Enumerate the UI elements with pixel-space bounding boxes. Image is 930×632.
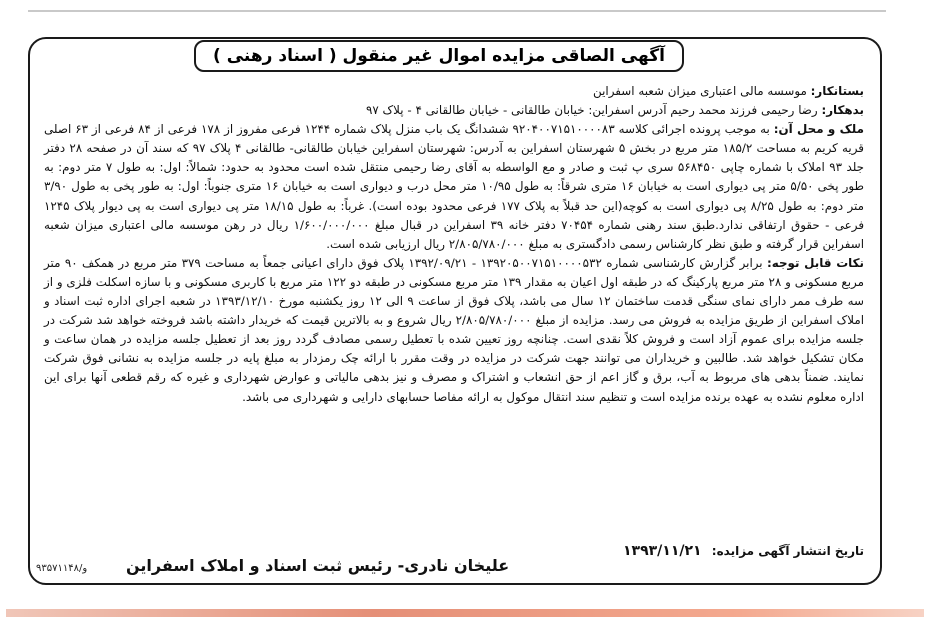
creditor-line bbox=[44, 82, 864, 101]
notes-label: نکات قابل توجه: bbox=[766, 255, 864, 270]
debtor-line bbox=[44, 101, 864, 120]
debtor-value: رضا رحیمی فرزند محمد رحیم آدرس اسفراین: خیابان طالقانی - خیابان طالقانی ۴ - پلاک ۹۷ bbox=[365, 103, 822, 118]
notes-paragraph bbox=[44, 254, 864, 407]
notes-value: برابر گزارش کارشناسی شماره ۱۳۹۲۰۵۰۰۷۱۵۱۰۰۰۰۵۳۲ - ۱۳۹۲/۰۹/۲۱ پلاک فوق دارای اعیانی جمعاً به مساحت ۳۷۹ متر مربع در همکف ۹۰ متر مربع مسکونی و ۲۸ متر مربع پارکینگ که در طبقه اول اعیان به مقدار ۱۳۹ متر مربع مسکونی در طبقه دو ۱۲۲ متر مربع با کاربری مسکونی و با سازه اسکلت فلزی و از سه طرف ممر دارای نمای سنگی قدمت ساختمان ۱۲ سال می باشد، پلاک فوق از ساعت ۹ الی ۱۲ روز یکشنبه مورخ ۱۳۹۳/۱۲/۱۰ در شعبه اجرای اداره ثبت اسناد و املاک اسفراین از طریق مزایده به فروش می رسد. مزایده از مبلغ ۲/۸۰۵/۷۸۰/۰۰۰ ریال شروع و به بالاترین قیمت که خریدار داشته باشد فروخته خواهد شد شرکت در جلسه مزایده برای عموم آزاد است و فروش کلاً نقدی است. چنانچه روز تعیین شده با تعطیل رسمی مصادف گردد روز بعد از تعطیل جلسه مزایده در همان ساعت و مکان تشکیل خواهد شد. طالبین و خریداران می توانند جهت شرکت در مزایده در وقت مقرر با ارائه چک رمزدار به مبلغ پایه در جلسه مزایده به نشانی فوق شرکت نمایند. ضمناً بدهی های مربوط به آب، برق و گاز اعم از حق انشعاب و اشتراک و مصرف و نیز بدهی مالیاتی و عوارض شهرداری و غیره که رقم قطعی آنها برای این اداره معلوم نشده به عهده برنده مزایده است و تنظیم سند انتقال موکول به ارائه مفاصا حسابهای دارایی و شهرداری می باشد. bbox=[44, 255, 864, 404]
notice-title-box bbox=[194, 40, 684, 72]
property-value: به موجب پرونده اجرائی کلاسه ۹۲۰۴۰۰۷۱۵۱۰۰۰۰۸۳ ششدانگ یک باب منزل پلاک شماره ۱۲۴۴ فرعی مفروز از ۱۷۸ فرعی از ۸۴ فرعی از ۶۳ اصلی قریه کریم به مساحت ۱۸۵/۲ متر مربع در بخش ۵ شهرستان اسفراین به آدرس: شهرستان اسفراین خیابان طالقانی- طالقانی ۴ پلاک ۹۷ که سند آن در صفحه ۲۸ دفتر جلد ۹۳ املاک با شماره چاپی ۵۶۸۴۵۰ سری پ ثبت و صادر و مع الواسطه به آقای رضا رحیمی منتقل شده است محدود به حدود: شمالاً: اول: به طول ۷ متر دوم: به طور پخی ۵/۵۰ متر پی دیواری است به خیابان ۱۶ متری شرقاً: به طول ۱۰/۹۵ متر محل درب و دیواری است به خیابان ۱۶ متری جنوباً: اول: به طور پخی به طول ۳/۹۰ متر دوم: به طول ۸/۲۵ پی دیواری است به کوچه(این حد قبلاً به پلاک ۱۷۷ فرعی محدود بوده است). غرباً: به طول ۱۸/۱۵ متر پی دیواری است به پی دیوار پلاک ۱۲۴۵ فرعی - حقوق ارتفاقی ندارد.طبق سند رهنی شماره ۷۰۴۵۴ دفتر خانه ۳۹ اسفراین در قبال مبلغ ۱/۶۰۰/۰۰۰/۰۰۰ ریال در رهن موسسه مالی اعتباری میزان شعبه اسفراین قرار گرفته و طبق نظر کارشناس رسمی دادگستری به مبلغ ۲/۸۰۵/۷۸۰/۰۰۰ ریال ارزیابی شده است. bbox=[44, 122, 864, 251]
reference-code: ۹۳۵۷۱۱۴۸/و bbox=[36, 563, 88, 574]
publish-date-label: تاریخ انتشار آگهی مزایده: bbox=[711, 544, 864, 558]
debtor-label: بدهکار: bbox=[821, 103, 864, 118]
signature: علیخان نادری- رئیس ثبت اسناد و املاک اسفراین bbox=[126, 556, 510, 575]
publish-date-value: ۱۳۹۳/۱۱/۲۱ bbox=[622, 543, 702, 559]
property-label: ملک و محل آن: bbox=[773, 122, 864, 137]
top-divider bbox=[28, 10, 886, 12]
bottom-color-bar bbox=[6, 609, 924, 617]
creditor-value: موسسه مالی اعتباری میزان شعبه اسفراین bbox=[593, 84, 811, 98]
notice-title: آگهی الصاقی مزایده اموال غیر منقول ( اسناد رهنی ) bbox=[213, 46, 665, 66]
creditor-label: بستانکار: bbox=[810, 84, 864, 98]
property-paragraph bbox=[44, 120, 864, 254]
notice-body bbox=[44, 82, 864, 407]
